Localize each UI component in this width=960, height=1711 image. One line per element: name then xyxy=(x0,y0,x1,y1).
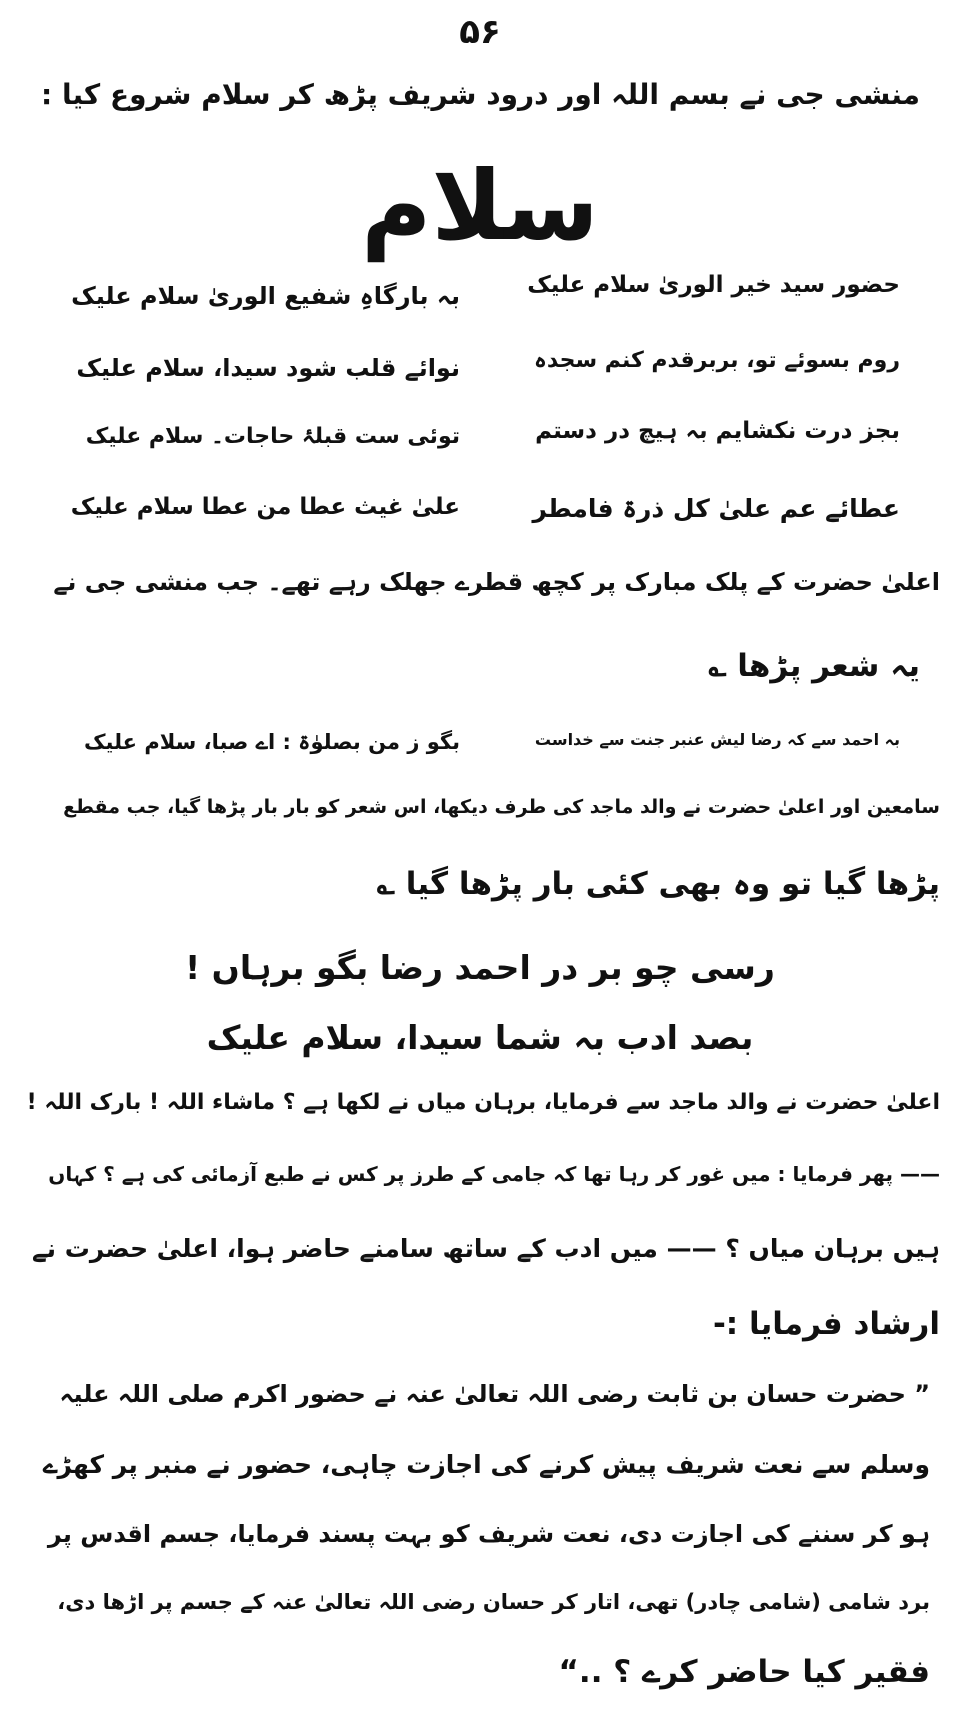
para3-line4: ارشاد فرمایا :- xyxy=(712,1306,940,1342)
page-number: ۵۶ xyxy=(459,12,501,52)
couplet-3-first: بجز درت نکشایم بہ ہیچ در دستم xyxy=(535,418,900,444)
maqta-line2: بصد ادب بہ شما سیدا، سلام علیک xyxy=(206,1018,754,1057)
poem-title: سلام xyxy=(361,150,599,262)
couplet-1-first: حضور سید خیر الوریٰ سلام علیک xyxy=(527,272,900,298)
quote-line3: ہو کر سننے کی اجازت دی، نعت شریف کو بہت پسند فرمایا، جسم اقدس پر xyxy=(47,1520,930,1548)
couplet-2-second: نوائے قلب شود سیدا، سلام علیک xyxy=(76,354,460,382)
couplet-1-second: بہ بارگاہِ شفیع الوریٰ سلام علیک xyxy=(71,282,460,310)
intro-line: منشی جی نے بسم اللہ اور درود شریف پڑھ کر سلام شروع کیا : xyxy=(41,78,920,111)
special-couplet-second: بگو ز من بصلوٰۃ : اے صبا، سلام علیک xyxy=(84,730,460,754)
couplet-4-second: علیٰ غیث عطا من عطا سلام علیک xyxy=(70,494,460,520)
para2-line2: پڑھا گیا تو وہ بھی کئی بار پڑھا گیا ؎ xyxy=(376,866,940,902)
quote-line4: برد شامی (شامی چادر) تھی، اتار کر حسان رضی اللہ تعالیٰ عنہ کے جسم پر اڑھا دی، xyxy=(57,1590,930,1614)
couplet-2-first: روم بسوئے تو، بربرقدم کنم سجدہ xyxy=(533,348,900,373)
para3-line2: —— پھر فرمایا : میں غور کر رہا تھا کہ جامی کے طرز پر کس نے طبع آزمائی کی ہے ؟ کہاں xyxy=(48,1162,940,1186)
couplet-3-second: توئی ست قبلۂ حاجات۔ سلام علیک xyxy=(85,424,460,449)
para3-line1: اعلیٰ حضرت نے والد ماجد سے فرمایا، برہان میاں نے لکھا ہے ؟ ماشاء اللہ ! بارک اللہ ! xyxy=(26,1090,940,1115)
quote-line1: ” حضرت حسان بن ثابت رضی اللہ تعالیٰ عنہ نے حضور اکرم صلی اللہ علیہ xyxy=(59,1380,930,1408)
couplet-4-first: عطائے عم علیٰ کل ذرۃ فامطر xyxy=(532,494,900,523)
quote-line5: فقیر کیا حاضر کرے ؟ ..“ xyxy=(558,1654,930,1690)
quote-line2: وسلم سے نعت شریف پیش کرنے کی اجازت چاہی، حضور نے منبر پر کھڑے xyxy=(42,1450,930,1479)
para1-line2: یہ شعر پڑھا ؎ xyxy=(708,648,920,684)
para3-line3: ہیں برہان میاں ؟ —— میں ادب کے ساتھ سامنے حاضر ہوا، اعلیٰ حضرت نے xyxy=(32,1234,940,1263)
para2-line1: سامعین اور اعلیٰ حضرت نے والد ماجد کی طرف دیکھا، اس شعر کو بار بار پڑھا گیا، جب مقطع xyxy=(63,796,940,818)
maqta-line1: رسی چو بر در احمد رضا بگو برہاں ! xyxy=(185,948,775,987)
special-couplet-first: بہ احمد سے کہ رضا لیش عنبر جنت سے خداست xyxy=(534,730,900,749)
para1-line1: اعلیٰ حضرت کے پلک مبارک پر کچھ قطرے جھلک رہے تھے۔ جب منشی جی نے xyxy=(53,568,940,596)
